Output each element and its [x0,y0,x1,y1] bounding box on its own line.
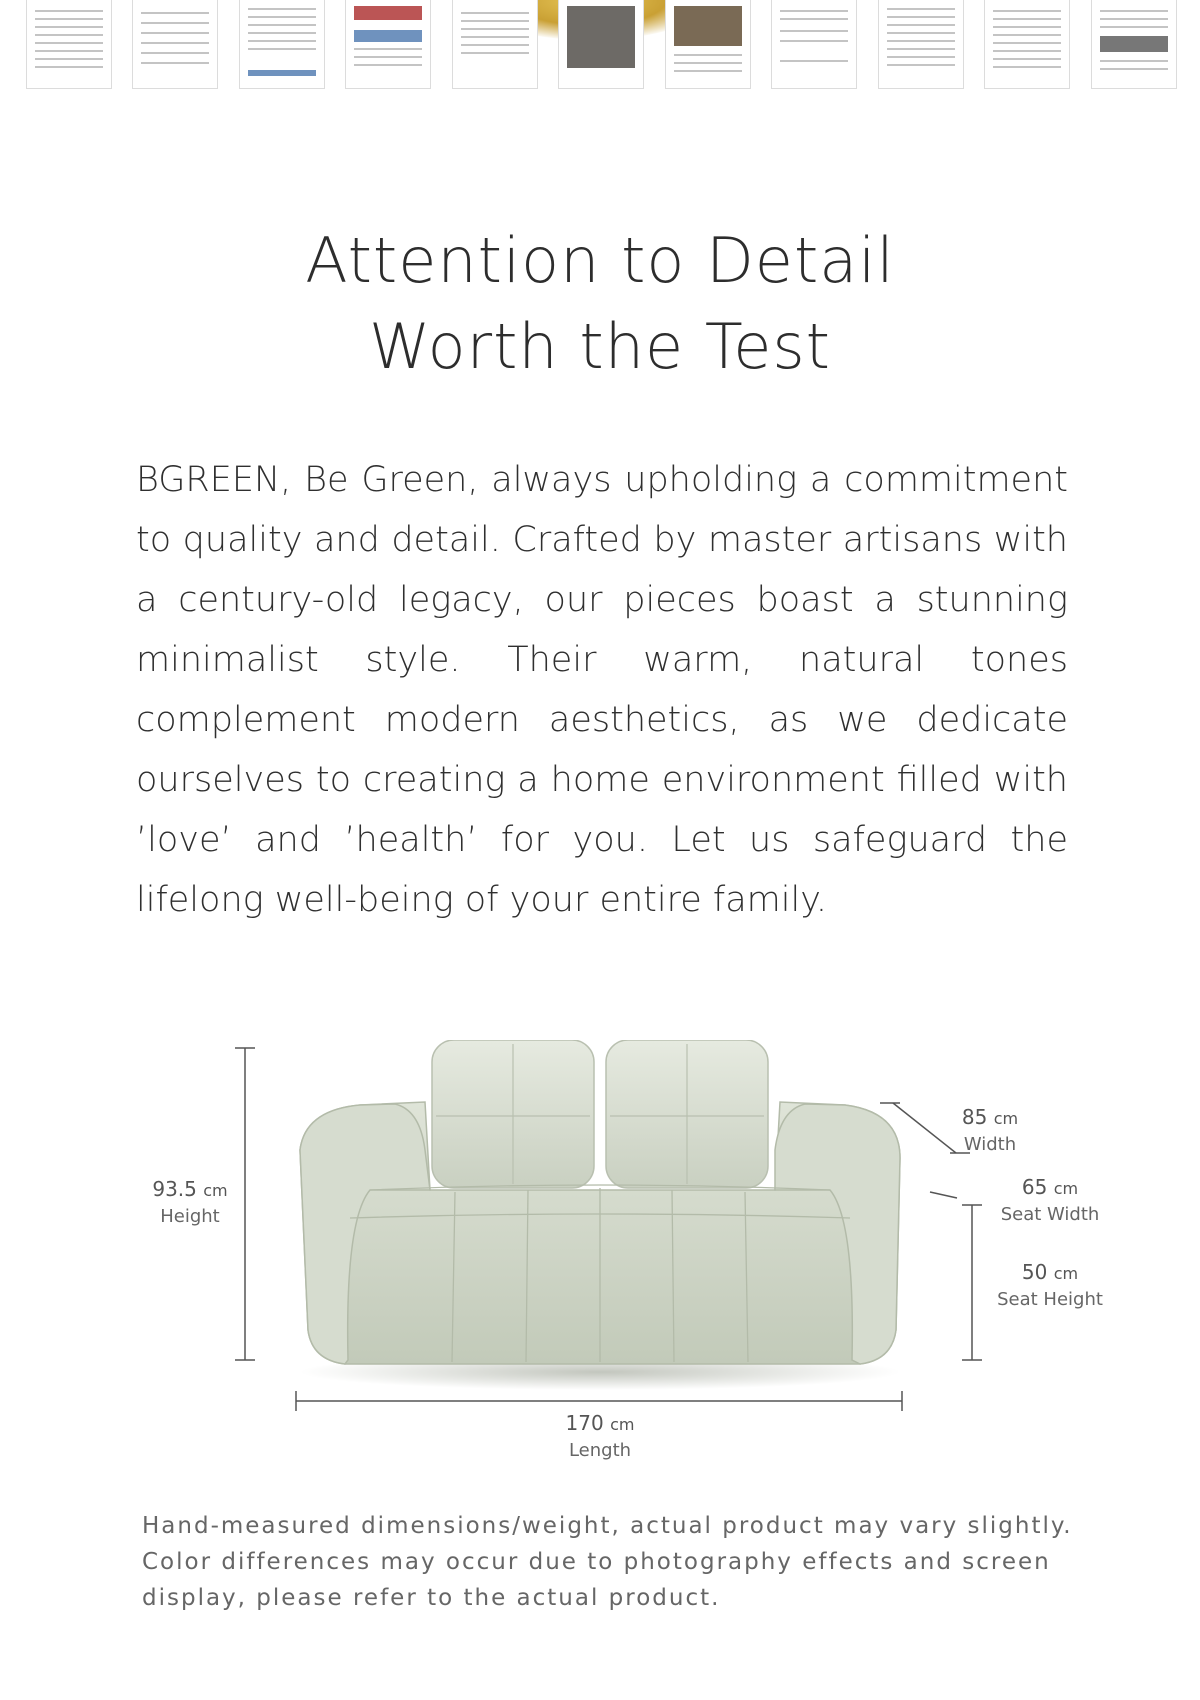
dimension-width [940,1104,1040,1158]
page-thumbnail[interactable] [26,0,112,89]
width-label: Width [963,1134,1017,1155]
measurement-disclaimer: Hand-measured dimensions/weight, actual product may vary slightly. Color differences may occur due to photography effects and screen display, please refer to the actual product. [142,1513,1073,1611]
width-unit: cm [993,1109,1019,1128]
title-line-2: Worth the Test [369,310,831,383]
page-thumbnail[interactable] [452,0,538,89]
seat-height-unit: cm [1053,1264,1079,1283]
page-thumbnail[interactable] [558,0,644,89]
sofa-dimension-diagram [0,1040,1200,1480]
page-thumbnail[interactable] [1091,0,1177,89]
page-thumbnail[interactable] [239,0,325,89]
title-line-1: Attention to Detail [305,224,895,297]
back-cushions [432,1040,768,1188]
width-value: 85 [961,1105,988,1129]
dimension-seat-width [990,1174,1110,1228]
dimension-seat-height [990,1259,1110,1313]
height-unit: cm [203,1181,228,1200]
height-label: Height [160,1206,220,1227]
thumbnail-strip [0,0,1200,92]
height-value: 93.5 [152,1177,197,1201]
page-thumbnail[interactable] [771,0,857,89]
seat-width-unit: cm [1053,1179,1079,1198]
seat-height-label: Seat Height [997,1289,1103,1310]
brand-description: BGREEN, Be Green, always upholding a commitment to quality and detail. Crafted by master artisans with a century-old legacy, our pieces boast a stunning minimalist style. Their warm, natural tones complement modern aesthetics, as we dedicate ourselves to creating a home environment filled with ’love’ and ’health’ for you. Let us safeguard the lifelong well-being of your entire family. [136,460,1068,920]
seat-width-label: Seat Width [1000,1204,1100,1225]
length-label: Length [568,1440,632,1461]
page-title [0,218,1200,390]
seat-height-value: 50 [1021,1260,1048,1284]
page-thumbnail[interactable] [984,0,1070,89]
page-thumbnail[interactable] [665,0,751,89]
page-thumbnail[interactable] [878,0,964,89]
length-unit: cm [610,1415,635,1434]
page-thumbnail[interactable] [345,0,431,89]
seat-width-value: 65 [1021,1175,1048,1199]
dimension-height [135,1176,245,1230]
page-thumbnail[interactable] [132,0,218,89]
length-value: 170 [565,1411,604,1435]
dimension-length [540,1410,660,1464]
